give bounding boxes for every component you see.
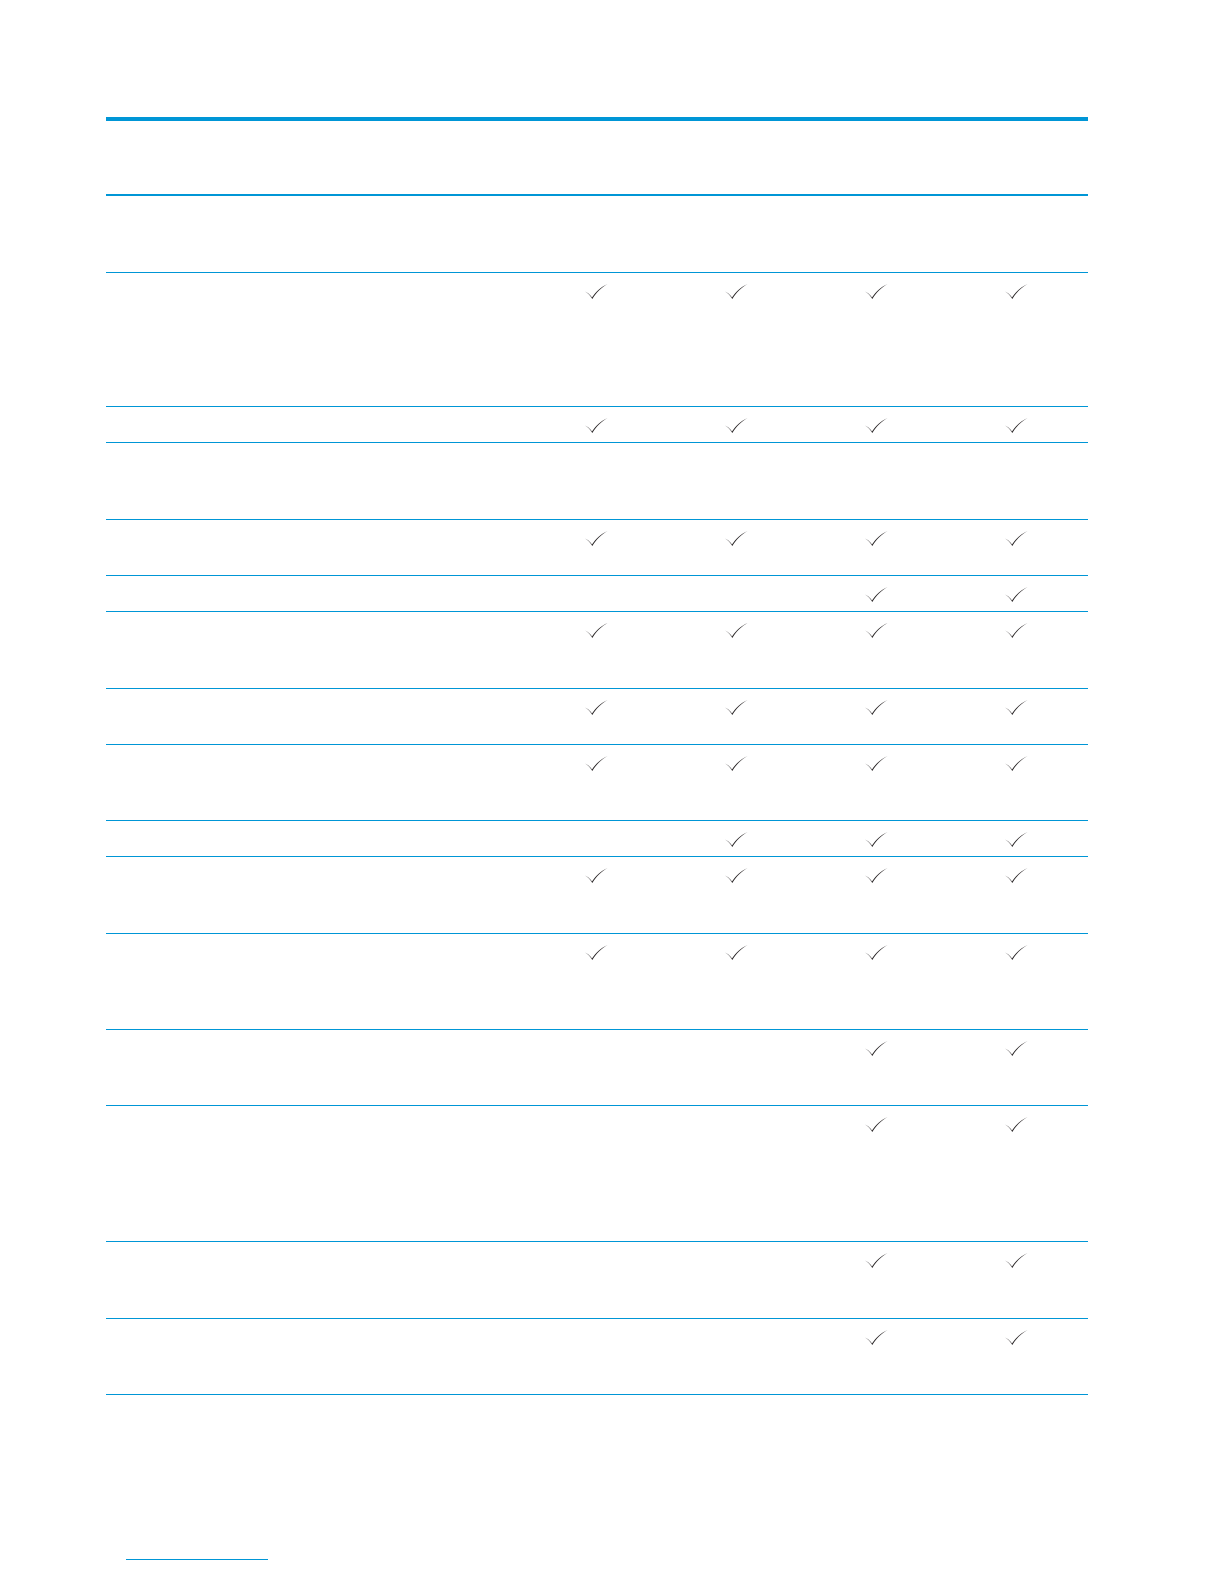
check-mark-icon [1003, 1251, 1029, 1269]
check-mark-icon [723, 830, 749, 848]
check-mark-icon [1003, 1115, 1029, 1133]
check-mark-icon [583, 282, 609, 300]
table-cell [716, 943, 756, 965]
table-row [106, 745, 1088, 821]
table-cell [716, 529, 756, 551]
table-cell [856, 754, 896, 776]
table-cell [856, 1328, 896, 1350]
table-body [106, 196, 1088, 1395]
table-cell [856, 1251, 896, 1273]
check-mark-icon [863, 943, 889, 961]
table-row [106, 520, 1088, 576]
table-row [106, 1030, 1088, 1106]
table-cell [996, 698, 1036, 720]
table-cell [996, 1251, 1036, 1273]
table-cell [576, 1115, 616, 1137]
table-row [106, 576, 1088, 612]
table-cell [856, 529, 896, 551]
table-row [106, 273, 1088, 407]
table-cell [996, 585, 1036, 607]
check-mark-icon [723, 282, 749, 300]
check-mark-icon [863, 1328, 889, 1346]
table-cell [716, 282, 756, 304]
check-mark-icon [723, 943, 749, 961]
check-mark-icon [723, 416, 749, 434]
table-cell [576, 830, 616, 852]
table-row [106, 1242, 1088, 1319]
table-cell [856, 205, 896, 227]
table-cell [996, 621, 1036, 643]
check-mark-icon [583, 754, 609, 772]
check-mark-icon [723, 754, 749, 772]
check-mark-icon [863, 830, 889, 848]
table-cell [996, 1115, 1036, 1137]
check-mark-icon [1003, 282, 1029, 300]
check-mark-icon [863, 698, 889, 716]
check-mark-icon [1003, 830, 1029, 848]
table-cell [576, 282, 616, 304]
check-mark-icon [1003, 529, 1029, 547]
table-cell [716, 754, 756, 776]
check-mark-icon [583, 529, 609, 547]
table-cell [716, 1251, 756, 1273]
check-mark-icon [863, 1251, 889, 1269]
table-cell [996, 452, 1036, 474]
table-cell [576, 205, 616, 227]
table-cell [996, 205, 1036, 227]
check-mark-icon [583, 416, 609, 434]
check-mark-icon [1003, 585, 1029, 603]
check-mark-icon [863, 1039, 889, 1057]
table-cell [716, 1115, 756, 1137]
check-mark-icon [1003, 621, 1029, 639]
feature-comparison-table [106, 117, 1088, 1395]
check-mark-icon [863, 1115, 889, 1133]
table-cell [996, 1039, 1036, 1061]
table-cell [716, 1328, 756, 1350]
check-mark-icon [1003, 698, 1029, 716]
table-cell [716, 416, 756, 438]
table-cell [856, 452, 896, 474]
table-row [106, 1106, 1088, 1242]
table-header-row [106, 121, 1088, 196]
table-cell [716, 1039, 756, 1061]
table-cell [856, 282, 896, 304]
table-cell [996, 943, 1036, 965]
table-cell [716, 866, 756, 888]
check-mark-icon [863, 754, 889, 772]
table-cell [856, 1115, 896, 1137]
table-row [106, 1319, 1088, 1395]
table-cell [576, 754, 616, 776]
table-cell [996, 1328, 1036, 1350]
check-mark-icon [583, 943, 609, 961]
table-cell [856, 621, 896, 643]
check-mark-icon [1003, 416, 1029, 434]
table-cell [576, 698, 616, 720]
table-cell [996, 866, 1036, 888]
table-row [106, 857, 1088, 934]
table-cell [576, 529, 616, 551]
check-mark-icon [1003, 866, 1029, 884]
table-row [106, 934, 1088, 1030]
footer-link-underline [126, 1559, 268, 1560]
table-cell [576, 1039, 616, 1061]
check-mark-icon [723, 698, 749, 716]
table-cell [856, 830, 896, 852]
check-mark-icon [863, 585, 889, 603]
table-row [106, 689, 1088, 745]
table-cell [576, 1328, 616, 1350]
table-cell [716, 585, 756, 607]
table-cell [996, 529, 1036, 551]
table-section-row [106, 443, 1088, 520]
check-mark-icon [1003, 943, 1029, 961]
table-cell [856, 1039, 896, 1061]
table-cell [576, 943, 616, 965]
check-mark-icon [723, 529, 749, 547]
table-cell [856, 698, 896, 720]
table-cell [576, 585, 616, 607]
table-cell [716, 205, 756, 227]
table-cell [716, 452, 756, 474]
check-mark-icon [1003, 1328, 1029, 1346]
table-cell [856, 585, 896, 607]
check-mark-icon [1003, 754, 1029, 772]
table-cell [996, 282, 1036, 304]
table-cell [716, 621, 756, 643]
check-mark-icon [1003, 1039, 1029, 1057]
check-mark-icon [583, 698, 609, 716]
table-cell [576, 452, 616, 474]
table-row [106, 407, 1088, 443]
table-cell [576, 1251, 616, 1273]
table-cell [856, 943, 896, 965]
table-row [106, 821, 1088, 857]
table-cell [996, 830, 1036, 852]
check-mark-icon [863, 282, 889, 300]
table-cell [716, 830, 756, 852]
table-cell [996, 416, 1036, 438]
check-mark-icon [863, 866, 889, 884]
check-mark-icon [583, 866, 609, 884]
table-cell [856, 416, 896, 438]
check-mark-icon [863, 416, 889, 434]
check-mark-icon [863, 529, 889, 547]
check-mark-icon [723, 866, 749, 884]
check-mark-icon [863, 621, 889, 639]
table-cell [716, 698, 756, 720]
table-cell [576, 416, 616, 438]
table-cell [576, 621, 616, 643]
table-cell [996, 754, 1036, 776]
table-row [106, 612, 1088, 689]
check-mark-icon [723, 621, 749, 639]
table-cell [856, 866, 896, 888]
check-mark-icon [583, 621, 609, 639]
table-cell [576, 866, 616, 888]
table-section-row [106, 196, 1088, 273]
